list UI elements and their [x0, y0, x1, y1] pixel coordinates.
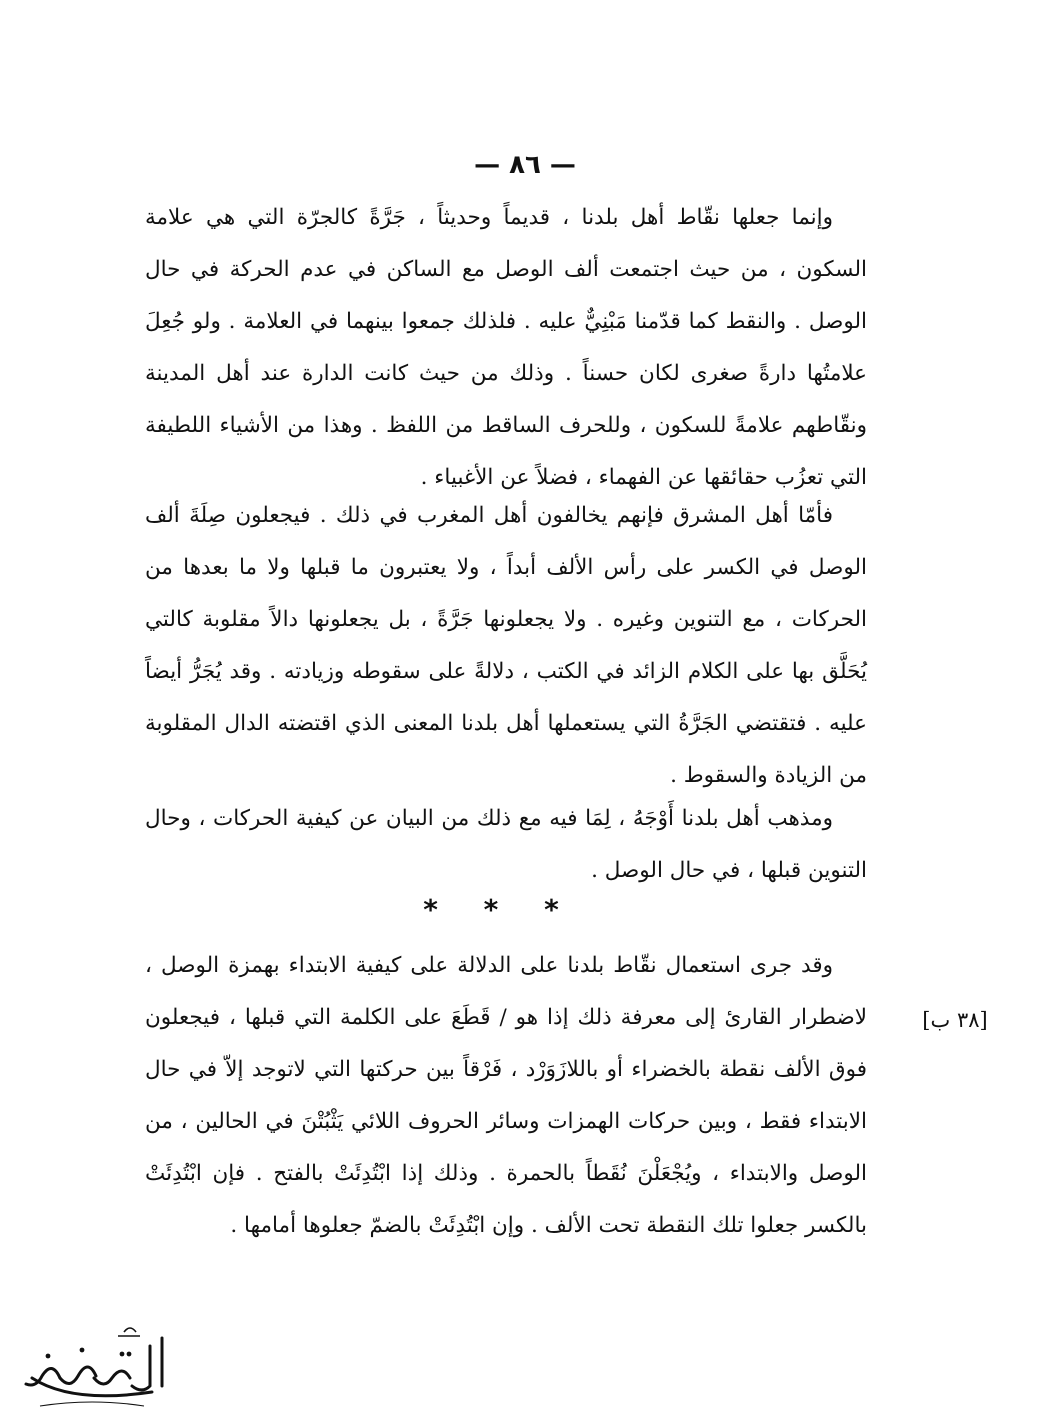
- paragraph-text: وإنما جعلها نقّاط أهل بلدنا ، قديماً وحديثاً ، جَرَّةً كالجرّة التي هي علامة السكون ، من حيث اجتمعت ألف الوصل مع الساكن في عدم الحركة في حال الوصل . والنقط كما قدّمنا مَبْنِيٌّ عليه . فلذلك جمعوا بينهما في العلامة . ولو جُعِلَ علامتُها دارةً صغرى لكان حسناً . وذلك من حيث كانت الدارة عند أهل المدينة ونقّاطهم علامةً للسكون ، وللحرف الساقط من اللفظ . وهذا من الأشياء اللطيفة التي تعزُب حقائقها عن الفهماء ، فضلاً عن الأغبياء .: [145, 205, 867, 490]
- section-separator: * * *: [423, 893, 577, 926]
- publisher-logo: [12, 1318, 177, 1413]
- margin-folio-note: [٣٨ ب]: [922, 1008, 988, 1032]
- paragraph-text: ومذهب أهل بلدنا أَوْجَهُ ، لِمَا فيه مع ذلك من البيان عن كيفية الحركات ، وحال التنوين قبلها ، في حال الوصل .: [145, 806, 867, 883]
- paragraph-3: [145, 793, 867, 897]
- paragraph-4: [145, 940, 867, 1252]
- paragraph-text: فأمّا أهل المشرق فإنهم يخالفون أهل المغرب في ذلك . فيجعلون صِلَةَ ألف الوصل في الكسر على رأس الألف أبداً ، ولا يعتبرون ما قبلها ولا ما بعدها من الحركات ، مع التنوين وغيره . ولا يجعلونها جَرَّةً ، بل يجعلونها دالاً مقلوبة كالتي يُحَلَّق بها على الكلام الزائد في الكتب ، دلالةً على سقوطه وزيادته . وقد يُجَرُّ أيضاً عليه . فتقتضي الجَرَّةُ التي يستعملها أهل بلدنا المعنى الذي اقتضته الدال المقلوبة من الزيادة والسقوط .: [145, 503, 868, 788]
- paragraph-text: وقد جرى استعمال نقّاط بلدنا على الدلالة على كيفية الابتداء بهمزة الوصل ، لاضطرار القارئ إلى معرفة ذلك إذا هو / قَطَعَ على الكلمة التي قبلها ، فيجعلون فوق الألف نقطة بالخضراء أو باللازَوَرْد ، فَرْقاً بين حركتها التي لاتوجد إلاّ في حال الابتداء فقط ، وبين حركات الهمزات وسائر الحروف اللائي يَثْبُتْنَ في الحالين ، من الوصل والابتداء ، ويُجْعَلْنَ نُقَطاً بالحمرة . وذلك إذا ابْتُدِئَتْ بالفتح . فإن ابْتُدِئَتْ بالكسر جعلوا تلك النقطة تحت الألف . وإن ابْتُدِئَتْ بالضمّ جعلوها أمامها .: [145, 953, 867, 1238]
- paragraph-1: [145, 192, 867, 504]
- paragraph-2: [145, 490, 867, 802]
- page-number: — ٨٦ —: [474, 150, 576, 180]
